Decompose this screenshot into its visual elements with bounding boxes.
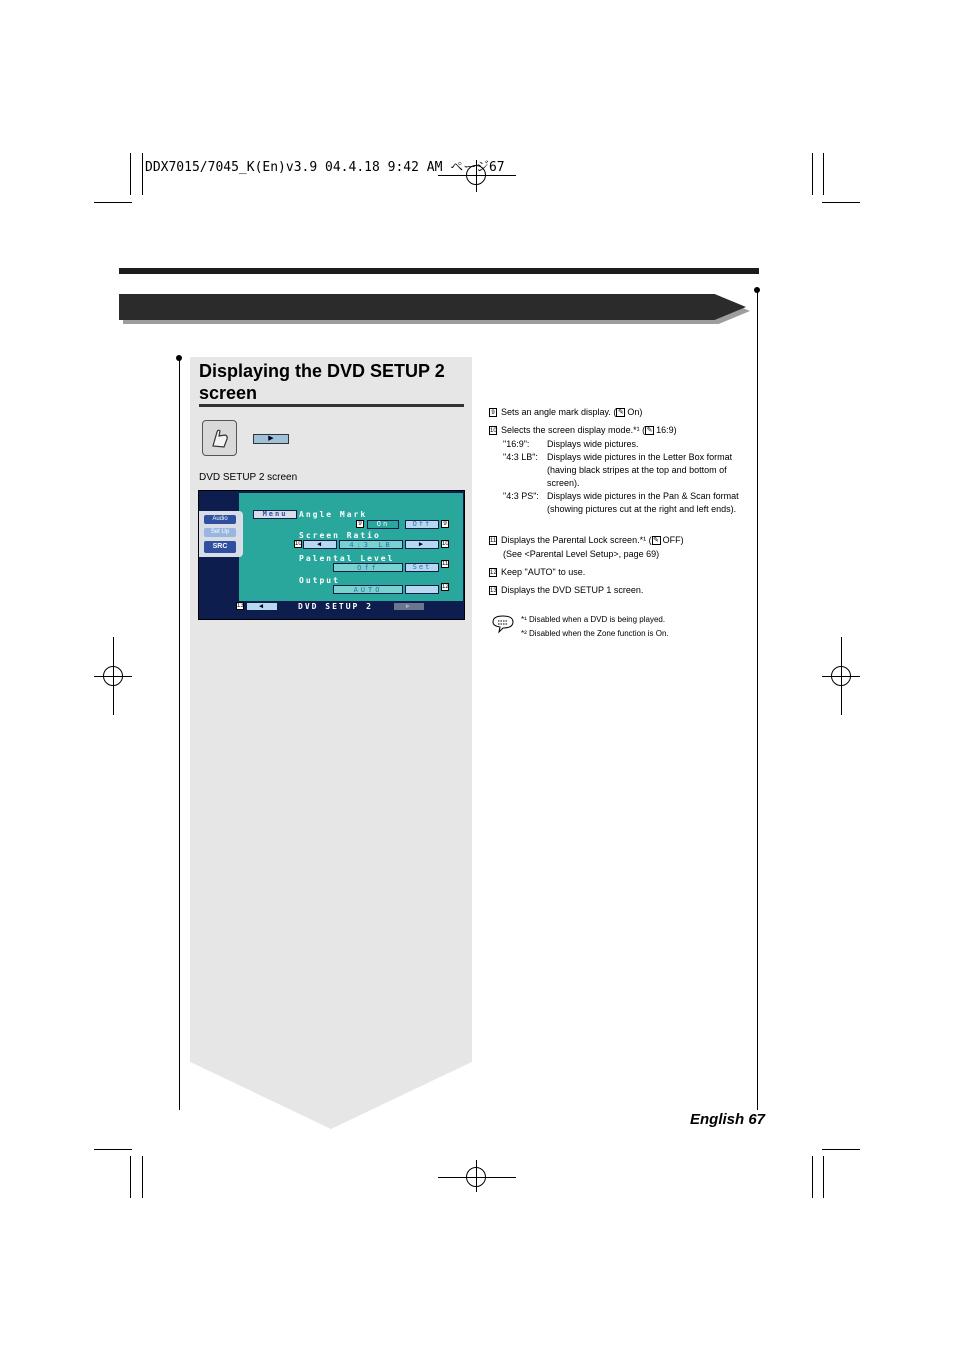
registration-circle (103, 666, 123, 686)
bottom-prev-button[interactable]: ◀ (246, 602, 278, 611)
page-number: English 67 (690, 1111, 766, 1128)
desc-text: Keep "AUTO" to use. (501, 567, 586, 577)
pencil-icon: ✎ (653, 537, 660, 545)
desc-text: Sets an angle mark display. ( (501, 407, 617, 417)
callout-11: 11 (442, 561, 449, 567)
next-button[interactable]: ▶ (253, 434, 289, 444)
registration-circle (831, 666, 851, 686)
screen-ratio-label: Screen Ratio (299, 531, 381, 540)
pencil-icon: ✎ (646, 427, 653, 435)
menu-button[interactable]: Menu (253, 510, 297, 519)
pencil-icon: ✎ (617, 409, 624, 417)
option-key: "4:3 LB": (503, 452, 538, 462)
crop-mark (812, 1156, 813, 1198)
desc-text: Selects the screen display mode.*¹ ( (501, 425, 646, 435)
ratio-value: 4:3 LB (339, 540, 403, 549)
crop-mark (822, 1149, 860, 1150)
angle-mark-label: Angle Mark (299, 510, 368, 519)
option-key: "16:9": (503, 439, 530, 449)
footnote-text: Disabled when the Zone function is On. (529, 629, 669, 638)
source-side-panel (199, 511, 243, 557)
callout-9: 9 (356, 520, 364, 528)
section-title: Displaying the DVD SETUP 2 screen (199, 361, 445, 403)
registration-circle (466, 1167, 486, 1187)
item-number: 13 (490, 588, 497, 595)
desc-text: Displays the DVD SETUP 1 screen. (501, 585, 644, 595)
desc-text: Displays the Parental Lock screen.*¹ ( (501, 535, 652, 545)
angle-off-button[interactable]: Off (405, 520, 439, 529)
crop-mark (142, 153, 143, 195)
bottom-next-button[interactable]: ▶ (393, 602, 425, 611)
setup-button[interactable]: Set Up (204, 528, 236, 537)
crop-mark (130, 153, 131, 195)
ratio-next-button[interactable]: ▶ (405, 540, 439, 549)
option-text: Displays wide pictures in the Letter Box format (having black stripes at the top and bottom of screen). (547, 452, 733, 488)
crop-mark (822, 202, 860, 203)
callout-10: 10 (295, 541, 302, 547)
angle-on-button[interactable]: On (367, 520, 399, 529)
item-number: 10 (490, 428, 497, 435)
option-text: Displays wide pictures in the Pan & Scan format (showing pictures cut at the right and left ends). (547, 491, 739, 514)
footnote-2 (521, 627, 669, 641)
crop-mark (130, 1156, 131, 1198)
callout-9: 9 (441, 520, 449, 528)
footnote-1 (521, 613, 665, 627)
ratio-prev-button[interactable]: ◀ (303, 540, 337, 549)
notes-icon (491, 614, 515, 634)
output-value: AUTO (333, 585, 403, 594)
header-band (119, 294, 746, 320)
default-value: 16:9 (656, 425, 674, 435)
callout-10: 10 (442, 541, 449, 547)
src-button[interactable]: SRC (204, 541, 236, 553)
option-text: Displays wide pictures. (547, 439, 639, 449)
crop-mark (812, 153, 813, 195)
title-rule (199, 404, 464, 407)
margin-dot (754, 287, 760, 293)
crop-mark (142, 1156, 143, 1198)
item-number: 11 (490, 538, 497, 545)
screen-title: DVD SETUP 2 (298, 602, 373, 611)
crop-mark (94, 1149, 132, 1150)
footnote-mark: *² (521, 629, 527, 638)
callout-13: 13 (237, 603, 244, 609)
desc-item-9 (489, 406, 642, 419)
touch-hand-icon (202, 420, 237, 456)
desc-close: ) (680, 535, 684, 545)
top-rule (119, 268, 759, 274)
desc-close: ) (639, 407, 643, 417)
footnote-mark: *¹ (521, 615, 527, 624)
crop-mark (823, 153, 824, 195)
crop-mark (94, 202, 132, 203)
crop-mark (823, 1156, 824, 1198)
option-key: "4:3 PS": (503, 491, 539, 501)
default-value: OFF (662, 535, 681, 545)
footnote-text: Disabled when a DVD is being played. (529, 615, 666, 624)
margin-rule (757, 291, 758, 1110)
margin-dot (176, 355, 182, 361)
parental-value: Off (333, 563, 403, 572)
item-number: 9 (489, 408, 497, 417)
desc-see-reference: (See <Parental Level Setup>, page 69) (503, 549, 660, 559)
dvd-setup-2-screen (198, 490, 465, 620)
default-value: On (627, 407, 640, 417)
desc-item-10 (489, 424, 677, 437)
item-number: 12 (490, 570, 497, 577)
output-blank-button[interactable] (405, 585, 439, 594)
output-label: Output (299, 576, 340, 585)
print-header: DDX7015/7045_K(En)v3.9 04.4.18 9:42 AM ページ67 (145, 160, 505, 175)
callout-12: 12 (442, 584, 449, 590)
desc-item-11 (489, 534, 684, 547)
audio-button[interactable]: Audio (204, 515, 236, 524)
screen-caption: DVD SETUP 2 screen (199, 472, 298, 483)
desc-item-13 (489, 584, 643, 597)
desc-item-12 (489, 566, 585, 579)
desc-close: ) (673, 425, 677, 435)
parental-level-label: Palental Level (299, 554, 395, 563)
margin-rule (179, 359, 180, 1110)
parental-set-button[interactable]: Set (405, 563, 439, 572)
